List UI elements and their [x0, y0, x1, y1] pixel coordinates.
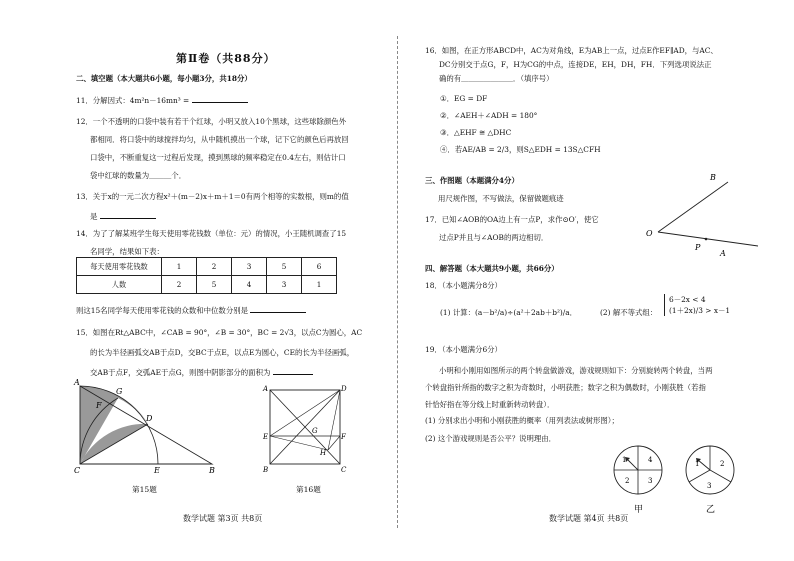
q16-option: ④．若AE/AB = 2/3，则S△EDH = 13S△CFH	[440, 145, 601, 154]
fig16-label-b: B	[263, 466, 269, 474]
fig15-label-g: G	[116, 387, 123, 396]
spinner-pointer	[627, 459, 638, 470]
fig17-label-o: O	[646, 229, 653, 238]
fig17-label-a: A	[720, 249, 726, 258]
spinner-number: 2	[720, 460, 725, 468]
fig16-label-e: E	[263, 433, 269, 441]
figure-16-caption: 第16题	[296, 485, 321, 494]
q14-line: 14．为了了解某班学生每天使用零花钱数（单位：元）的情况，小王随机调查了15	[76, 229, 347, 238]
section-fill-blank: 二、填空题（本大题共6小题，每小题3分，共18分）	[76, 74, 252, 83]
q16-option: ②．∠AEH＋∠ADH = 180°	[440, 111, 538, 120]
q19-part2: (2) 这个游戏规则是否公平？说明理由．	[425, 434, 557, 443]
fig15-label-b: B	[209, 466, 215, 474]
q16-line: DC分别交于点G，F，H为CG的中点，连接DE，EH，DH，FH．下列选项说法正	[439, 60, 712, 69]
spinner-number: 4	[648, 456, 653, 464]
section-solve: 四、解答题（本大题共9小题，共66分）	[425, 264, 559, 273]
q18-part1: (1) 计算：(a－b²/a)÷(a²＋2ab＋b²)/a．	[440, 308, 578, 317]
q19-part1: (1) 分别求出小明和小刚获胜的概率（用列表法或树形图）；	[425, 416, 619, 425]
segment-fh	[328, 436, 340, 450]
table-cell: 6	[302, 258, 337, 276]
fig16-label-f: F	[341, 433, 346, 441]
part-title: 第Ⅱ卷（共88分）	[176, 52, 276, 65]
spinner-divider	[710, 470, 731, 482]
section-construction-note: 用尺规作图，不写做法，保留做题痕迹	[438, 194, 564, 203]
fig16-label-d: D	[341, 385, 347, 393]
q12-line: 都相同．将口袋中的球搅拌均匀，从中随机摸出一个球，记下它的颜色后再放回	[90, 135, 349, 144]
q17-line: 过点P并且与∠AOB的两边相切．	[439, 233, 549, 242]
page-divider	[397, 36, 398, 528]
table-cell: 4	[232, 276, 267, 294]
q15-line: 的长为半径画弧交AB于点D，交BC于点E，以点E为圆心，CE的长为半径画弧，	[90, 348, 355, 357]
q11-text: 11．分解因式：4m²n－16mn³ =	[76, 96, 190, 105]
page-footer-right: 数学试题 第4页 共8页	[549, 514, 629, 523]
spinner-number: 3	[648, 477, 653, 485]
table-cell: 2	[197, 258, 232, 276]
table-cell: 5	[267, 258, 302, 276]
question-14-tail	[76, 304, 306, 316]
spinner-number: 2	[625, 477, 630, 485]
inequality-1: 6－2x < 4	[669, 295, 706, 304]
figure-16	[262, 384, 348, 476]
money-table	[76, 257, 337, 294]
spinner-yi	[680, 440, 740, 514]
q15-line: 交AB于点F，交弧AE于点G，则图中阴影部分的面积为	[90, 368, 271, 377]
spinner-number: 3	[707, 482, 712, 490]
fig17-label-b: B	[710, 173, 716, 182]
q13-line: 13．关于x的一元二次方程x²＋(m－2)x＋m＋1＝0有两个相等的实数根，则m的值	[76, 192, 349, 201]
q16-option: ③．△EHF ≅ △DHC	[440, 128, 512, 137]
q16-option: ①．EG = DF	[440, 94, 488, 103]
ray-ob	[658, 182, 728, 232]
q13-answer-blank	[100, 210, 156, 219]
question-14	[76, 225, 346, 261]
spinner-jia	[608, 440, 668, 514]
fig16-label-c: C	[341, 466, 347, 474]
table-cell: 2	[162, 276, 197, 294]
spinner-divider	[689, 470, 710, 482]
table-row	[77, 276, 337, 294]
q14-line: 名同学，结果如下表：	[90, 247, 164, 256]
question-15	[76, 323, 362, 383]
fig16-label-a: A	[263, 385, 269, 393]
q14-answer-blank	[250, 304, 306, 313]
figure-15-caption: 第15题	[132, 485, 157, 494]
q15-line: 15．如图在Rt△ABC中，∠CAB = 90°，∠B = 30°，BC = 2√3，以点C为圆心，AC	[76, 328, 363, 337]
fig15-label-c: C	[74, 466, 81, 474]
question-18: 18．（本小题满分8分）	[425, 281, 502, 290]
q18-part2: (2) 解不等式组：	[600, 308, 658, 317]
q19-line: 针恰好指在等分线上时重新转动转盘）．	[425, 400, 555, 409]
question-13	[76, 187, 349, 227]
segment-ed	[270, 390, 340, 436]
question-12	[76, 113, 349, 185]
table-cell: 5	[197, 276, 232, 294]
q16-line: 16．如图，在正方形ABCD中，AC为对角线，E为AB上一点，过点E作EF∥AD，与AC、	[425, 46, 718, 55]
table-cell: 3	[232, 258, 267, 276]
q12-line: 袋中红球的数量为＿＿＿个．	[90, 171, 187, 180]
question-17	[425, 211, 599, 247]
spinner-label: 甲	[634, 505, 644, 514]
q19-text	[425, 362, 712, 413]
spinner-pointer	[698, 460, 710, 470]
inequality-2: (1＋2x)/3 > x－1	[669, 306, 731, 315]
section-construction: 三、作图题（本题满分4分）	[425, 176, 519, 185]
q18-inequality-system	[664, 294, 730, 316]
fig15-label-f: F	[96, 401, 102, 410]
table-row	[77, 258, 337, 276]
q13-line: 是	[90, 212, 98, 221]
fig15-label-d: D	[146, 414, 153, 423]
q14-tail-text: 则这15名同学每天使用零花钱的众数和中位数分别是	[76, 306, 249, 315]
page-footer-left: 数学试题 第3页 共8页	[183, 514, 263, 523]
q19-line: 个转盘指针所指的数字之积为奇数时，小明获胜；数字之积为偶数时，小刚获胜（若指	[425, 383, 706, 392]
segment-eh	[270, 436, 328, 450]
q16-line: 确的有＿＿＿＿＿＿＿．（填序号）	[439, 74, 554, 83]
q19-line: 小明和小刚用如图所示的两个转盘做游戏，游戏规则如下：分别旋转两个转盘，当两	[439, 366, 713, 375]
spinner-number: 1	[695, 460, 700, 468]
fig16-label-g: G	[312, 427, 318, 435]
spinner-label: 乙	[706, 505, 716, 514]
table-cell: 每天使用零花钱数	[77, 258, 162, 276]
fig15-label-a: A	[74, 378, 80, 387]
q12-line: 12．一个不透明的口袋中装有若干个红球，小明又放入10个黑球，这些球除颜色外	[76, 117, 347, 126]
figure-17	[640, 170, 770, 260]
question-16	[425, 44, 718, 86]
fig16-label-h: H	[320, 449, 327, 457]
question-19: 19．（本小题满分6分）	[425, 345, 502, 354]
question-11	[76, 94, 248, 106]
q15-answer-blank	[273, 366, 313, 375]
point-p	[705, 238, 708, 241]
table-cell: 人数	[77, 276, 162, 294]
figure-15	[66, 378, 226, 474]
table-cell: 1	[302, 276, 337, 294]
q11-answer-blank	[192, 94, 248, 103]
fig17-label-p: P	[695, 243, 701, 252]
segment-dh	[328, 390, 340, 450]
q12-line: 口袋中，不断重复这一过程后发现，摸到黑球的频率稳定在0.4左右，则估计口	[90, 153, 346, 162]
table-cell: 1	[162, 258, 197, 276]
q16-options	[440, 90, 601, 158]
spinner-number: 1	[622, 456, 627, 464]
ray-oa	[658, 232, 758, 246]
table-cell: 3	[267, 276, 302, 294]
fig15-label-e: E	[154, 466, 160, 474]
q17-line: 17．已知∠AOB的OA边上有一点P，求作⊙O′，使它	[425, 215, 599, 224]
